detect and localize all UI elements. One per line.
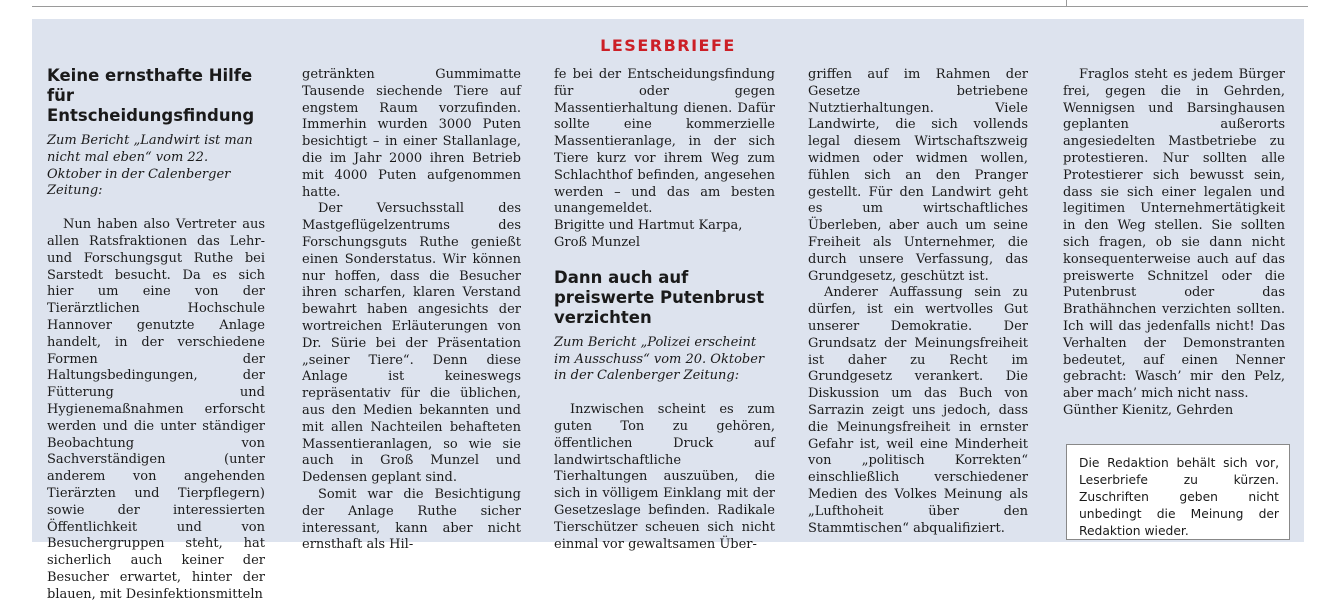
top-rule bbox=[32, 6, 1308, 7]
letter1-intro: Zum Bericht „Landwirt ist man nicht mal eben“ vom 22. Oktober in der Calenberger Zeitung: bbox=[47, 133, 253, 199]
letter1-signature-names: Brigitte und Hartmut Karpa, bbox=[554, 218, 743, 234]
editor-note-box: Die Redaktion behält sich vor, Leserbriefe zu kürzen. Zuschriften geben nicht unbedingt die Meinung der Redaktion wieder. bbox=[1066, 444, 1290, 540]
column-2 bbox=[302, 67, 521, 554]
letter2-signature: Günther Kienitz, Gehrden bbox=[1063, 402, 1234, 418]
letter1-body-col2-p2: Der Versuchsstall des Mastgeflügelzentrums des Forschungsguts Ruthe genießt einen Sonderstatus. Wir können nur hoffen, dass die Besucher ihren scharfen, klaren Verstand bewahrt haben angesichts der wortreichen Erläuterungen von Dr. Sürie bei der Präsentation „seiner Tiere“. Denn diese Anlage ist keineswegs repräsentativ für die üblichen, aus den Medien bekannten und mit allen Nachteilen behafteten Massentieranlagen, so wie sie auch in Groß Munzel und Dedensen geplant sind. bbox=[302, 201, 521, 486]
letter2-body-col5: Fraglos steht es jedem Bürger frei, gegen die in Gehrden, Wennigsen und Barsinghausen geplanten außerorts angesiedelten Mastbetriebe zu protestieren. Nur sollten alle Protestierer sich bewusst sein, dass sie sich einer legalen und legitimen Unternehmertätigkeit in den Weg stellen. Sie sollten sich fragen, ob sie dann nicht konsequenterweise auch auf das preiswerte Schnitzel oder die Putenbrust oder das Brathähnchen verzichten sollten. Ich will das jedenfalls nicht! Das Verhalten der Demonstranten bedeutet, auf einen Nenner gebracht: Wasch’ mir den Pelz, aber mach’ mich nicht nass. bbox=[1063, 67, 1285, 402]
spacer bbox=[554, 252, 775, 268]
letter1-body-col1: Nun haben also Vertreter aus allen Ratsfraktionen das Lehr- und Forschungsgut Ruthe bei Sarstedt besucht. Da es sich hier um eine von der Tierärztlichen Hochschule Hannover genutzte Anlage handelt, in der verschiedene Formen der Haltungsbedingungen, der Fütterung und Hygienemaßnahmen erforscht werden und die unter ständiger Beobachtung von Sachverständigen (unter anderem von angehenden Tierärzten und Tierpflegern) sowie der interessierten Öffentlichkeit und von Besuchergruppen steht, hat sicherlich auch keiner der Besucher erwartet, hinter der blauen, mit Desinfektionsmitteln bbox=[47, 217, 265, 602]
letter1-body-col3: fe bei der Entscheidungsfindung für oder gegen Massentierhaltung dienen. Dafür sollte eine kommerzielle Massentieranlage, in der sich Tiere kurz vor ihrem Weg zum Schlachthof befinden, angesehen werden – und das am besten unangemeldet. bbox=[554, 67, 775, 217]
letter2-body-col3: Inzwischen scheint es zum guten Ton zu gehören, öffentlichen Druck auf landwirtschaftliche Tierhaltungen auszuüben, die sich in völligem Einklang mit der Gesetzeslage befinden. Radikale Tierschützer scheuen sich nicht einmal vor gewaltsamen Über- bbox=[554, 402, 775, 552]
column-4 bbox=[808, 67, 1028, 537]
letter2-intro: Zum Bericht „Polizei erscheint im Ausschuss“ vom 20. Oktober in der Calenberger Zeitung: bbox=[554, 334, 765, 384]
letter2-title: Dann auch auf preiswerte Putenbrust verzichten bbox=[554, 267, 765, 327]
column-3 bbox=[554, 67, 775, 553]
column-1 bbox=[47, 66, 265, 604]
letter2-body-col4-p2: Anderer Auffassung sein zu dürfen, ist ein wertvolles Gut unserer Demokratie. Der Grundsatz der Meinungsfreiheit ist daher zu Recht im Grundgesetz verankert. Die Diskussion um das Buch von Sarrazin zeigt uns jedoch, dass die Meinungsfreiheit in ernster Gefahr ist, weil eine Minderheit von „politisch Korrekten“ einschließlich verschiedener Medien des Volkes Meinung als „Lufthoheit über den Stammtischen“ abqualifiziert. bbox=[808, 285, 1028, 536]
section-heading: LESERBRIEFE bbox=[600, 36, 736, 55]
letter1-signature-place: Groß Munzel bbox=[554, 234, 640, 250]
letters-panel bbox=[32, 19, 1304, 602]
letter1-body-col2-p3: Somit war die Besichtigung der Anlage Ruthe sicher interessant, kann aber nicht ernsthaft als Hil- bbox=[302, 486, 521, 553]
letter1-title: Keine ernsthafte Hilfe für Entscheidungsfindung bbox=[47, 66, 255, 125]
spacer bbox=[554, 385, 775, 402]
column-5 bbox=[1063, 67, 1285, 420]
spacer bbox=[47, 200, 265, 217]
top-rule-tick bbox=[1066, 0, 1067, 6]
letter1-body-col2-p1: getränkten Gummimatte Tausende siechende Tiere auf engstem Raum vorzufinden. Immerhin wurden 3000 Puten besichtigt – in einer Stallanlage, die im Jahr 2000 ihren Betrieb mit 4000 Puten aufgenommen hatte. bbox=[302, 67, 521, 200]
letter2-body-col4-p1: griffen auf im Rahmen der Gesetze betriebene Nutztierhaltungen. Viele Landwirte, die sich vollends legal diesem Wirtschaftszweig widmen oder widmen wollen, fühlen sich an den Pranger gestellt. Für den Landwirt geht es um wirtschaftliches Überleben, aber auch um seine Freiheit als Unternehmer, die durch unsere Verfassung, das Grundgesetz, geschützt ist. bbox=[808, 67, 1028, 284]
